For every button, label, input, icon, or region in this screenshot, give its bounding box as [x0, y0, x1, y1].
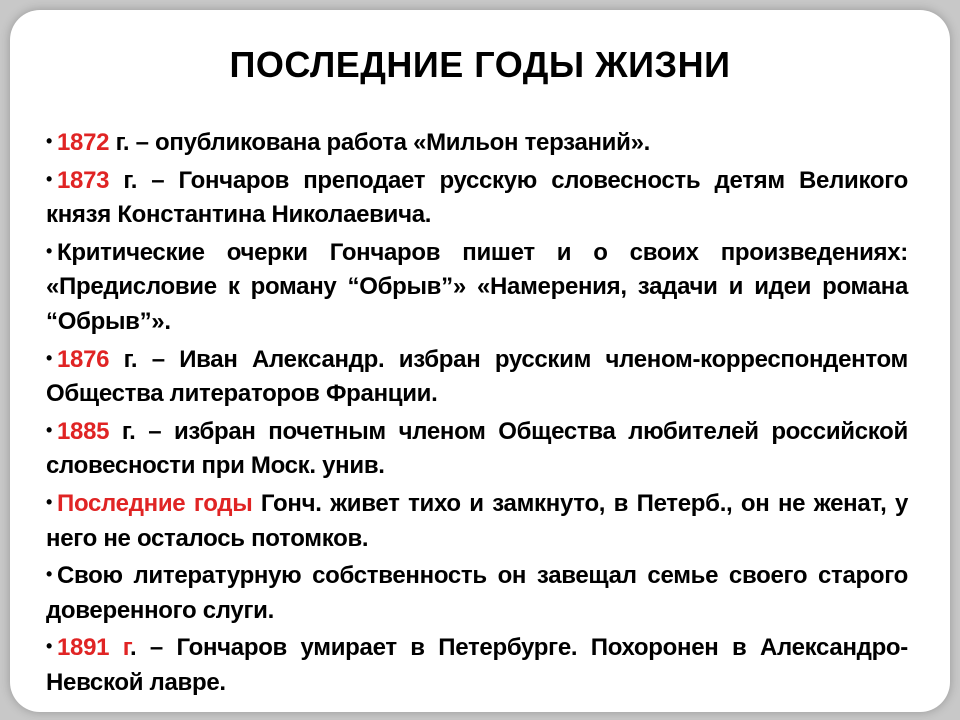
list-item — [46, 485, 908, 556]
item-highlight: 1872 — [57, 129, 110, 156]
list-item — [46, 234, 908, 340]
bullet-icon: • — [46, 419, 53, 440]
list-item — [46, 629, 908, 700]
item-highlight: 1876 — [57, 345, 110, 373]
list-item — [46, 124, 908, 161]
bullet-icon: • — [46, 564, 53, 585]
item-text: г. – Гончаров преподает русскую словесность детям Великого князя Константина Николаевича. — [46, 166, 908, 229]
item-text: г. – избран почетным членом Общества любителей российской словесности при Моск. унив. — [46, 417, 908, 480]
list-item — [46, 413, 908, 484]
list-item — [46, 341, 908, 412]
bullet-list — [46, 124, 908, 702]
bullet-icon: • — [46, 131, 53, 151]
bullet-icon: • — [46, 491, 53, 512]
item-text: Гонч. живет тихо и замкнуто, в Петерб., он не женат, у него не осталось потомков. — [46, 489, 908, 552]
bullet-icon: • — [46, 347, 53, 368]
item-highlight: 1873 — [57, 166, 110, 194]
slide-title: ПОСЛЕДНИЕ ГОДЫ ЖИЗНИ — [229, 44, 731, 85]
item-text: . – Гончаров умирает в Петербурге. Похоронен в Александро-Невской лавре. — [46, 634, 908, 696]
item-highlight: Последние годы — [57, 489, 253, 517]
list-item — [46, 557, 908, 628]
item-text: Свою литературную собственность он завещал семье своего старого доверенного слуги. — [46, 562, 908, 624]
item-highlight: 1891 г — [57, 634, 131, 662]
bullet-icon: • — [46, 168, 53, 189]
list-item — [46, 162, 908, 233]
item-text: Критические очерки Гончаров пишет и о своих произведениях: «Предисловие к роману “Обрыв”» «Намерения, задачи и идеи романа “Обрыв”». — [46, 238, 908, 335]
item-text: г. – Иван Александр. избран русским членом-корреспондентом Общества литераторов Франции. — [46, 345, 908, 408]
item-highlight: 1885 — [57, 417, 110, 445]
bullet-icon: • — [46, 240, 53, 261]
item-text: г. – опубликована работа «Мильон терзаний». — [109, 129, 651, 156]
bullet-icon: • — [46, 636, 53, 657]
